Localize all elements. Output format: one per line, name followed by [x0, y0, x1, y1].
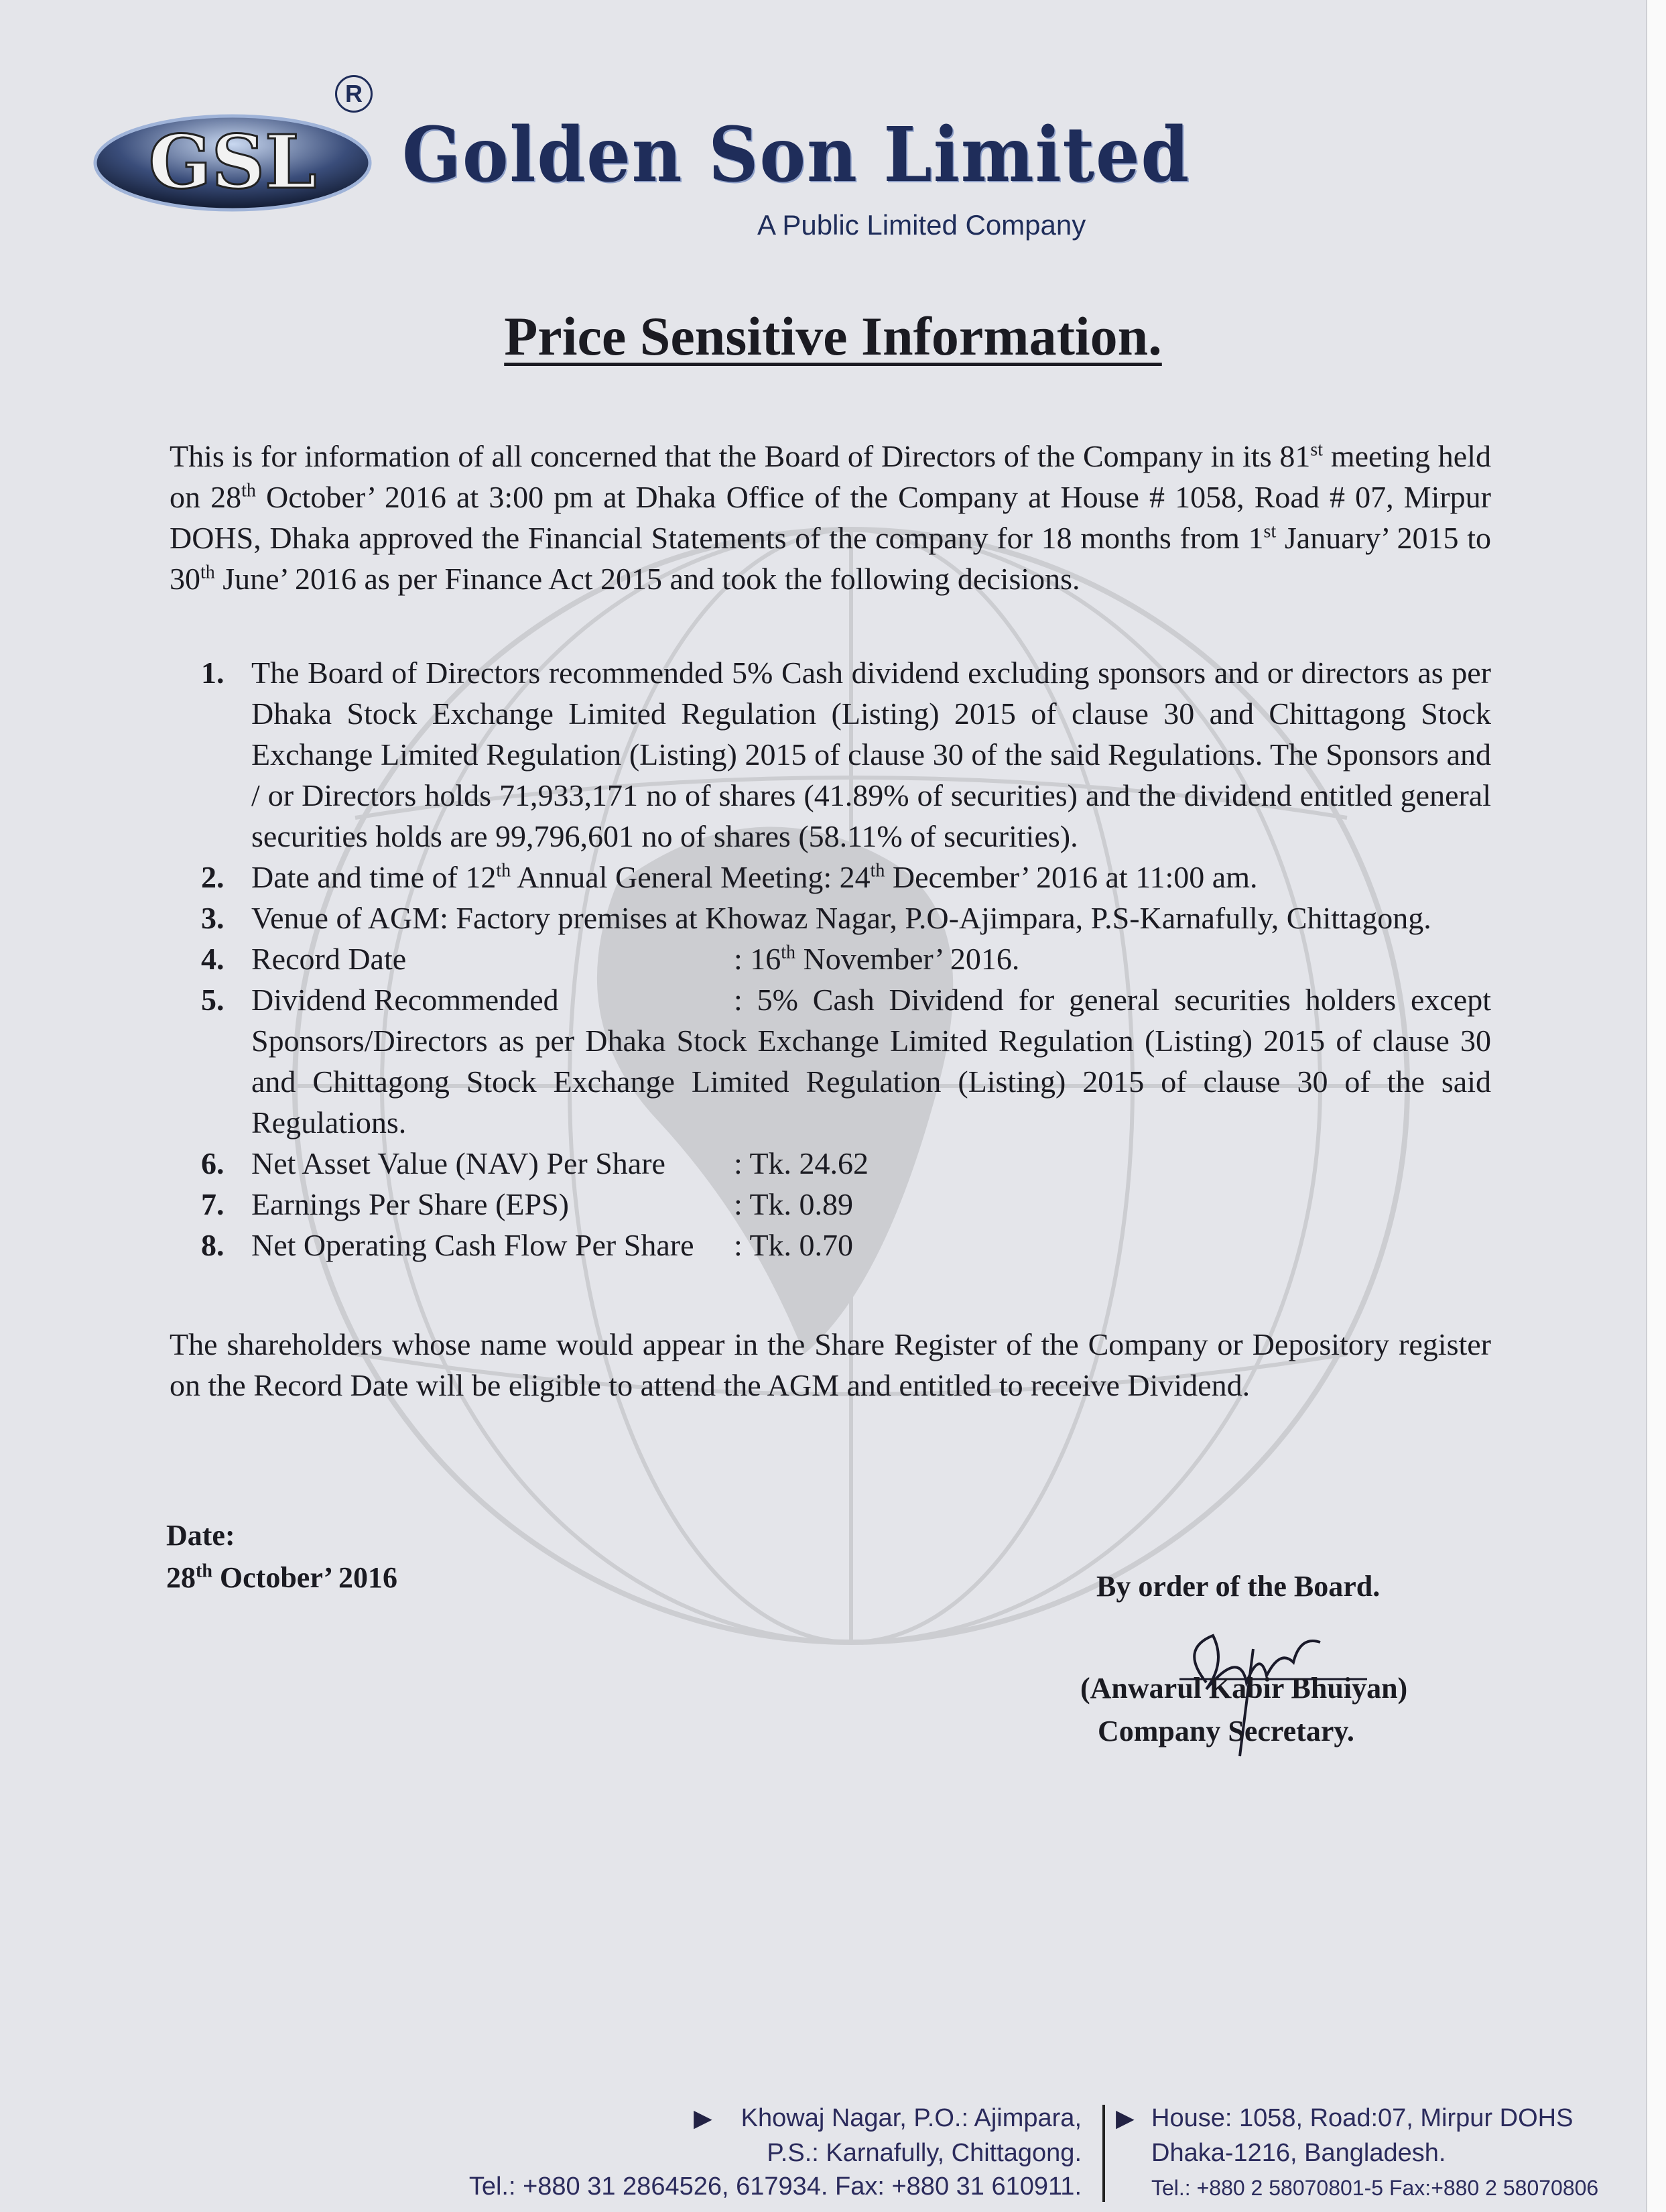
list-item: 2. Date and time of 12th Annual General Meeting: 24th December’ 2016 at 11:00 am.	[201, 860, 1258, 894]
factory-phone: Tel.: +880 31 2864526, 617934. Fax: +880 31 610911.	[468, 2172, 1082, 2201]
intro-paragraph: This is for information of all concerned that the Board of Directors of the Company in its 81st meeting held on 28th October’ 2016 at 3:00 pm at Dhaka Office of the Company at House # 1058, Road # 07, Mirpur DOHS, Dhaka approved the Financial Statements of the company for 18 months from 1st January’ 2015 to 30th June’ 2016 as per Finance Act 2015 and took the following decisions.	[170, 439, 1492, 596]
gsl-logo	[92, 113, 373, 213]
signatory-designation: Company Secretary.	[1098, 1715, 1354, 1747]
closing-paragraph: The shareholders whose name would appear in the Share Register of the Company or Depository register on the Record Date will be eligible to attend the AGM and entitled to receive Dividend.	[170, 1327, 1491, 1402]
list-item: 1. The Board of Directors recommended 5% Cash dividend excluding sponsors and or directors as per Dhaka Stock Exchange Limited Regulation (Listing) 2015 of clause 30 and Chittagong Stock Exchange Limited Regulation (Listing) 2015 of clause 30 of the said Regulations. The Sponsors and / or Directors holds 71,933,171 no of shares (41.89% of securities) and the dividend entitled general securities holds are 99,796,601 no of shares (58.11% of securities).	[201, 656, 1491, 853]
signatory-name: (Anwarul Kabir Bhuiyan)	[1080, 1672, 1408, 1705]
document-title: Price Sensitive Information.	[504, 306, 1162, 367]
date-label: Date:	[166, 1519, 235, 1552]
company-name: Golden Son Limited	[402, 111, 1191, 199]
list-item: 4. Record Date : 16th November’ 2016.	[201, 942, 1020, 976]
list-item: 8. Net Operating Cash Flow Per Share : Tk. 0.70	[201, 1228, 854, 1262]
list-item: 6. Net Asset Value (NAV) Per Share : Tk. 24.62	[201, 1146, 869, 1180]
footer-divider	[1102, 2105, 1105, 2202]
svg-text:GSL: GSL	[148, 119, 317, 205]
registered-mark: R	[335, 75, 373, 113]
by-order-text: By order of the Board.	[1096, 1570, 1381, 1603]
office-address-line2: Dhaka-1216, Bangladesh.	[1151, 2139, 1446, 2167]
factory-address-line2: P.S.: Karnafully, Chittagong.	[767, 2139, 1082, 2167]
office-address-line1: House: 1058, Road:07, Mirpur DOHS	[1151, 2104, 1574, 2132]
arrow-bullet-icon: ▶	[1116, 2105, 1135, 2132]
factory-address-line1: Khowaj Nagar, P.O.: Ajimpara,	[741, 2104, 1082, 2132]
arrow-bullet-icon: ▶	[694, 2105, 712, 2132]
office-phone: Tel.: +880 2 58070801-5 Fax:+880 2 58070806	[1151, 2176, 1599, 2200]
decision-list	[201, 652, 1491, 1266]
list-item: 7. Earnings Per Share (EPS) : Tk. 0.89	[201, 1187, 854, 1221]
list-item: 3. Venue of AGM: Factory premises at Khowaz Nagar, P.O-Ajimpara, P.S-Karnafully, Chittagong.	[201, 901, 1431, 935]
date-value: 28th October’ 2016	[166, 1560, 398, 1594]
list-item: 5. Dividend Recommended : 5% Cash Dividend for general securities holders except Sponsors/Directors as per Dhaka Stock Exchange Limited Regulation (Listing) 2015 of clause 30 and Chittagong Stock Exchange Limited Regulation (Listing) 2015 of clause 30 of the said Regulations.	[201, 983, 1491, 1140]
company-tagline: A Public Limited Company	[757, 209, 1086, 241]
